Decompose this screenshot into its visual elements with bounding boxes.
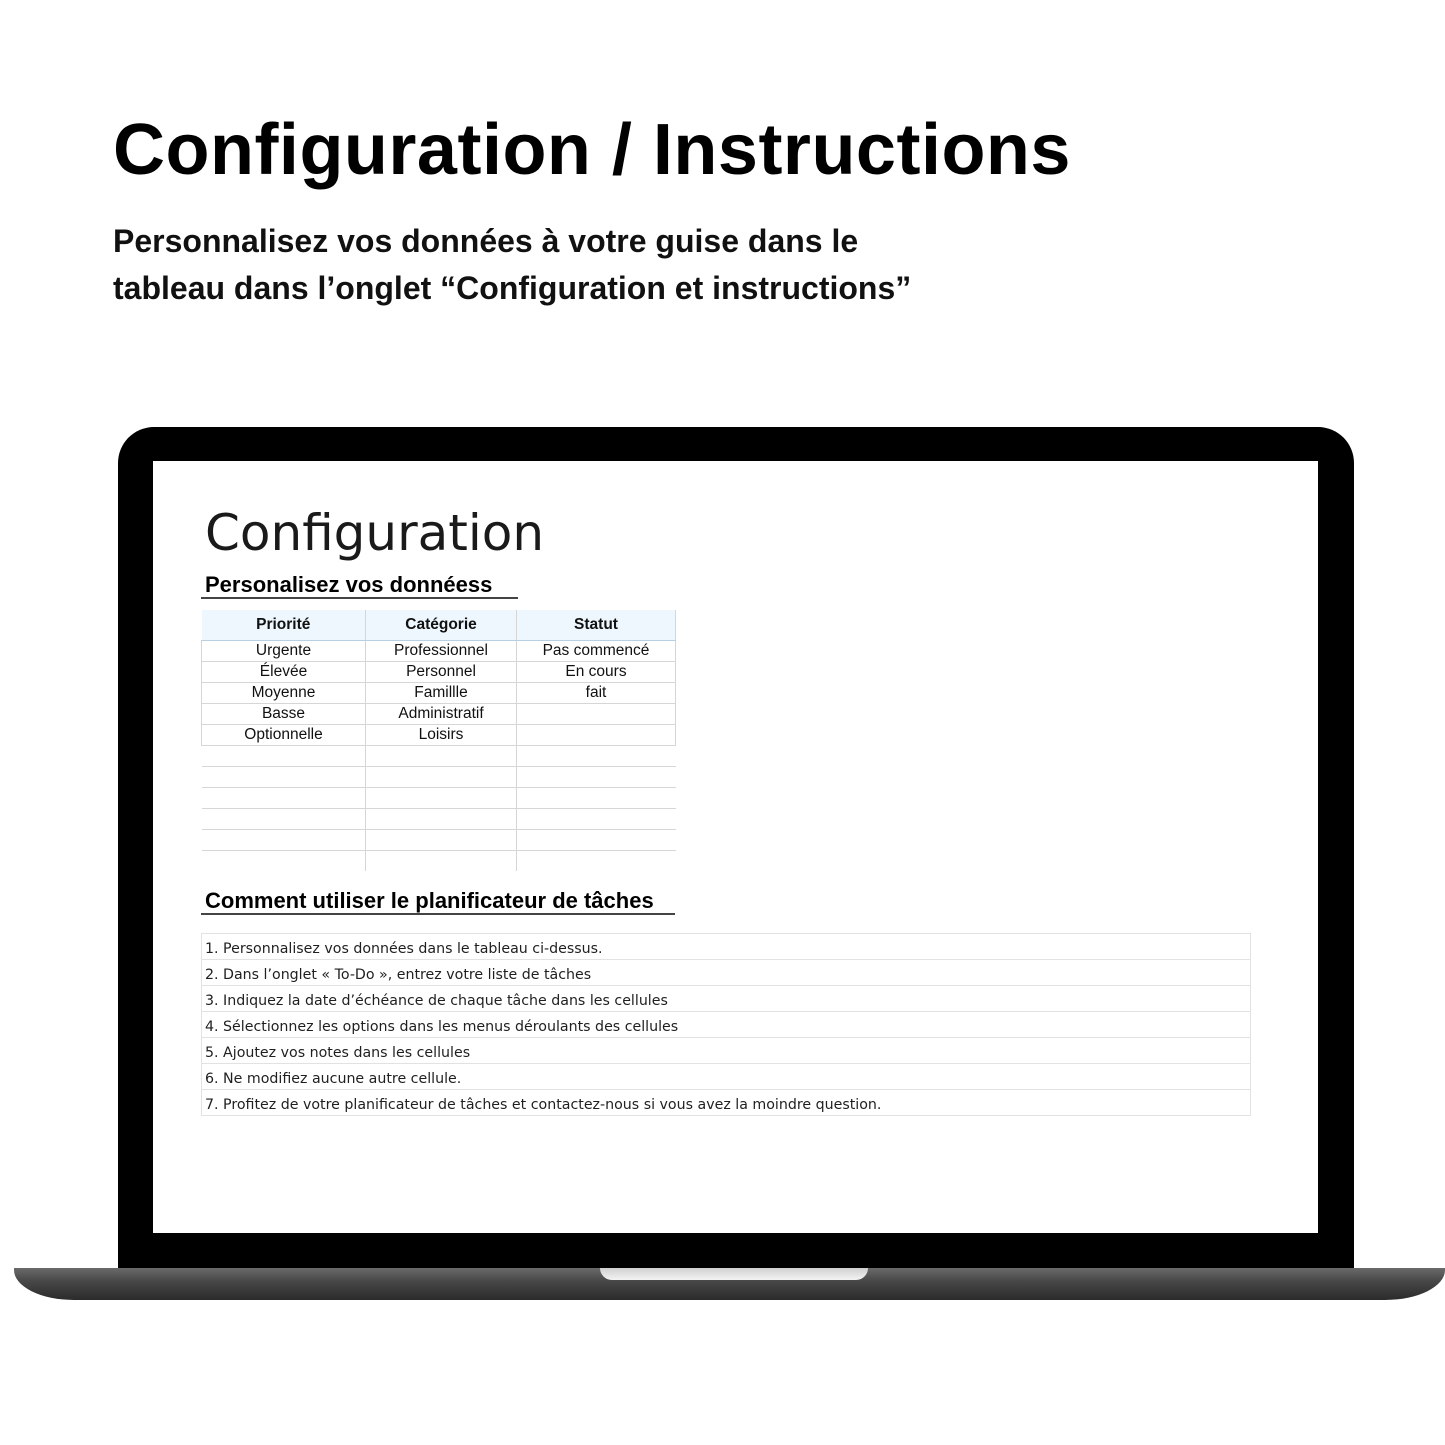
table-cell-empty[interactable] (517, 767, 676, 788)
instruction-item[interactable]: 1. Personnalisez vos données dans le tableau ci-dessus. (202, 934, 1250, 960)
table-cell[interactable] (517, 725, 676, 746)
table-cell-empty[interactable] (517, 809, 676, 830)
table-row (202, 704, 676, 725)
table-cell-empty[interactable] (366, 746, 517, 767)
table-cell-empty[interactable] (202, 746, 366, 767)
table-row-empty (202, 851, 676, 872)
instruction-item[interactable]: 4. Sélectionnez les options dans les menus déroulants des cellules (202, 1012, 1250, 1038)
laptop-screen (153, 461, 1318, 1233)
table-cell[interactable] (517, 704, 676, 725)
table-cell[interactable]: Moyenne (202, 683, 366, 704)
table-row (202, 641, 676, 662)
table-cell-empty[interactable] (202, 767, 366, 788)
instruction-item[interactable]: 2. Dans l’onglet « To-Do », entrez votre liste de tâches (202, 960, 1250, 986)
table-row (202, 683, 676, 704)
table-cell[interactable]: Famillle (366, 683, 517, 704)
section-customize-underline (201, 597, 518, 599)
table-cell-empty[interactable] (202, 809, 366, 830)
instruction-item[interactable]: 7. Profitez de votre planificateur de tâches et contactez-nous si vous avez la moindre question. (205, 1097, 882, 1113)
table-cell[interactable]: Urgente (202, 641, 366, 662)
instruction-item[interactable]: 6. Ne modifiez aucune autre cellule. (202, 1064, 1250, 1090)
table-row (202, 725, 676, 746)
subtitle-line-2: tableau dans l’onglet “Configuration et instructions” (113, 270, 912, 306)
table-cell[interactable]: Professionnel (366, 641, 517, 662)
instruction-item[interactable]: 3. Indiquez la date d’échéance de chaque tâche dans les cellules (202, 986, 1250, 1012)
instruction-item[interactable]: 5. Ajoutez vos notes dans les cellules (202, 1038, 1250, 1064)
main-headline: Configuration / Instructions (113, 110, 1071, 190)
table-row-empty (202, 788, 676, 809)
table-cell[interactable]: En cours (517, 662, 676, 683)
config-table-header-row (202, 610, 676, 641)
table-row-empty (202, 746, 676, 767)
instructions-list (201, 933, 1251, 1116)
laptop-hinge-notch (600, 1268, 868, 1280)
table-cell[interactable]: Élevée (202, 662, 366, 683)
config-table (201, 610, 676, 871)
table-cell[interactable]: Pas commencé (517, 641, 676, 662)
table-row-empty (202, 830, 676, 851)
table-cell-empty[interactable] (517, 830, 676, 851)
table-cell-empty[interactable] (202, 830, 366, 851)
table-cell[interactable]: Administratif (366, 704, 517, 725)
subtitle-line-1: Personnalisez vos données à votre guise dans le (113, 223, 859, 259)
section-customize-title: Personalisez vos donnéess (205, 572, 493, 597)
table-cell-empty[interactable] (366, 767, 517, 788)
table-cell-empty[interactable] (517, 851, 676, 872)
table-row-empty (202, 767, 676, 788)
table-cell[interactable]: Personnel (366, 662, 517, 683)
table-cell-empty[interactable] (517, 746, 676, 767)
header-statut[interactable]: Statut (517, 610, 676, 641)
table-cell[interactable]: Loisirs (366, 725, 517, 746)
table-row (202, 662, 676, 683)
table-cell[interactable]: Basse (202, 704, 366, 725)
table-cell-empty[interactable] (366, 809, 517, 830)
table-cell-empty[interactable] (366, 830, 517, 851)
table-row-empty (202, 809, 676, 830)
header-priorite[interactable]: Priorité (202, 610, 366, 641)
section-howto-underline (201, 913, 675, 915)
table-cell[interactable]: fait (517, 683, 676, 704)
main-subtitle (113, 218, 911, 312)
header-categorie[interactable]: Catégorie (366, 610, 517, 641)
table-cell-empty[interactable] (202, 851, 366, 872)
configuration-title: Configuration (205, 504, 545, 562)
table-cell-empty[interactable] (517, 788, 676, 809)
table-cell-empty[interactable] (366, 851, 517, 872)
table-cell-empty[interactable] (366, 788, 517, 809)
table-cell[interactable]: Optionnelle (202, 725, 366, 746)
table-cell-empty[interactable] (202, 788, 366, 809)
section-howto-title: Comment utiliser le planificateur de tâches (205, 888, 654, 913)
